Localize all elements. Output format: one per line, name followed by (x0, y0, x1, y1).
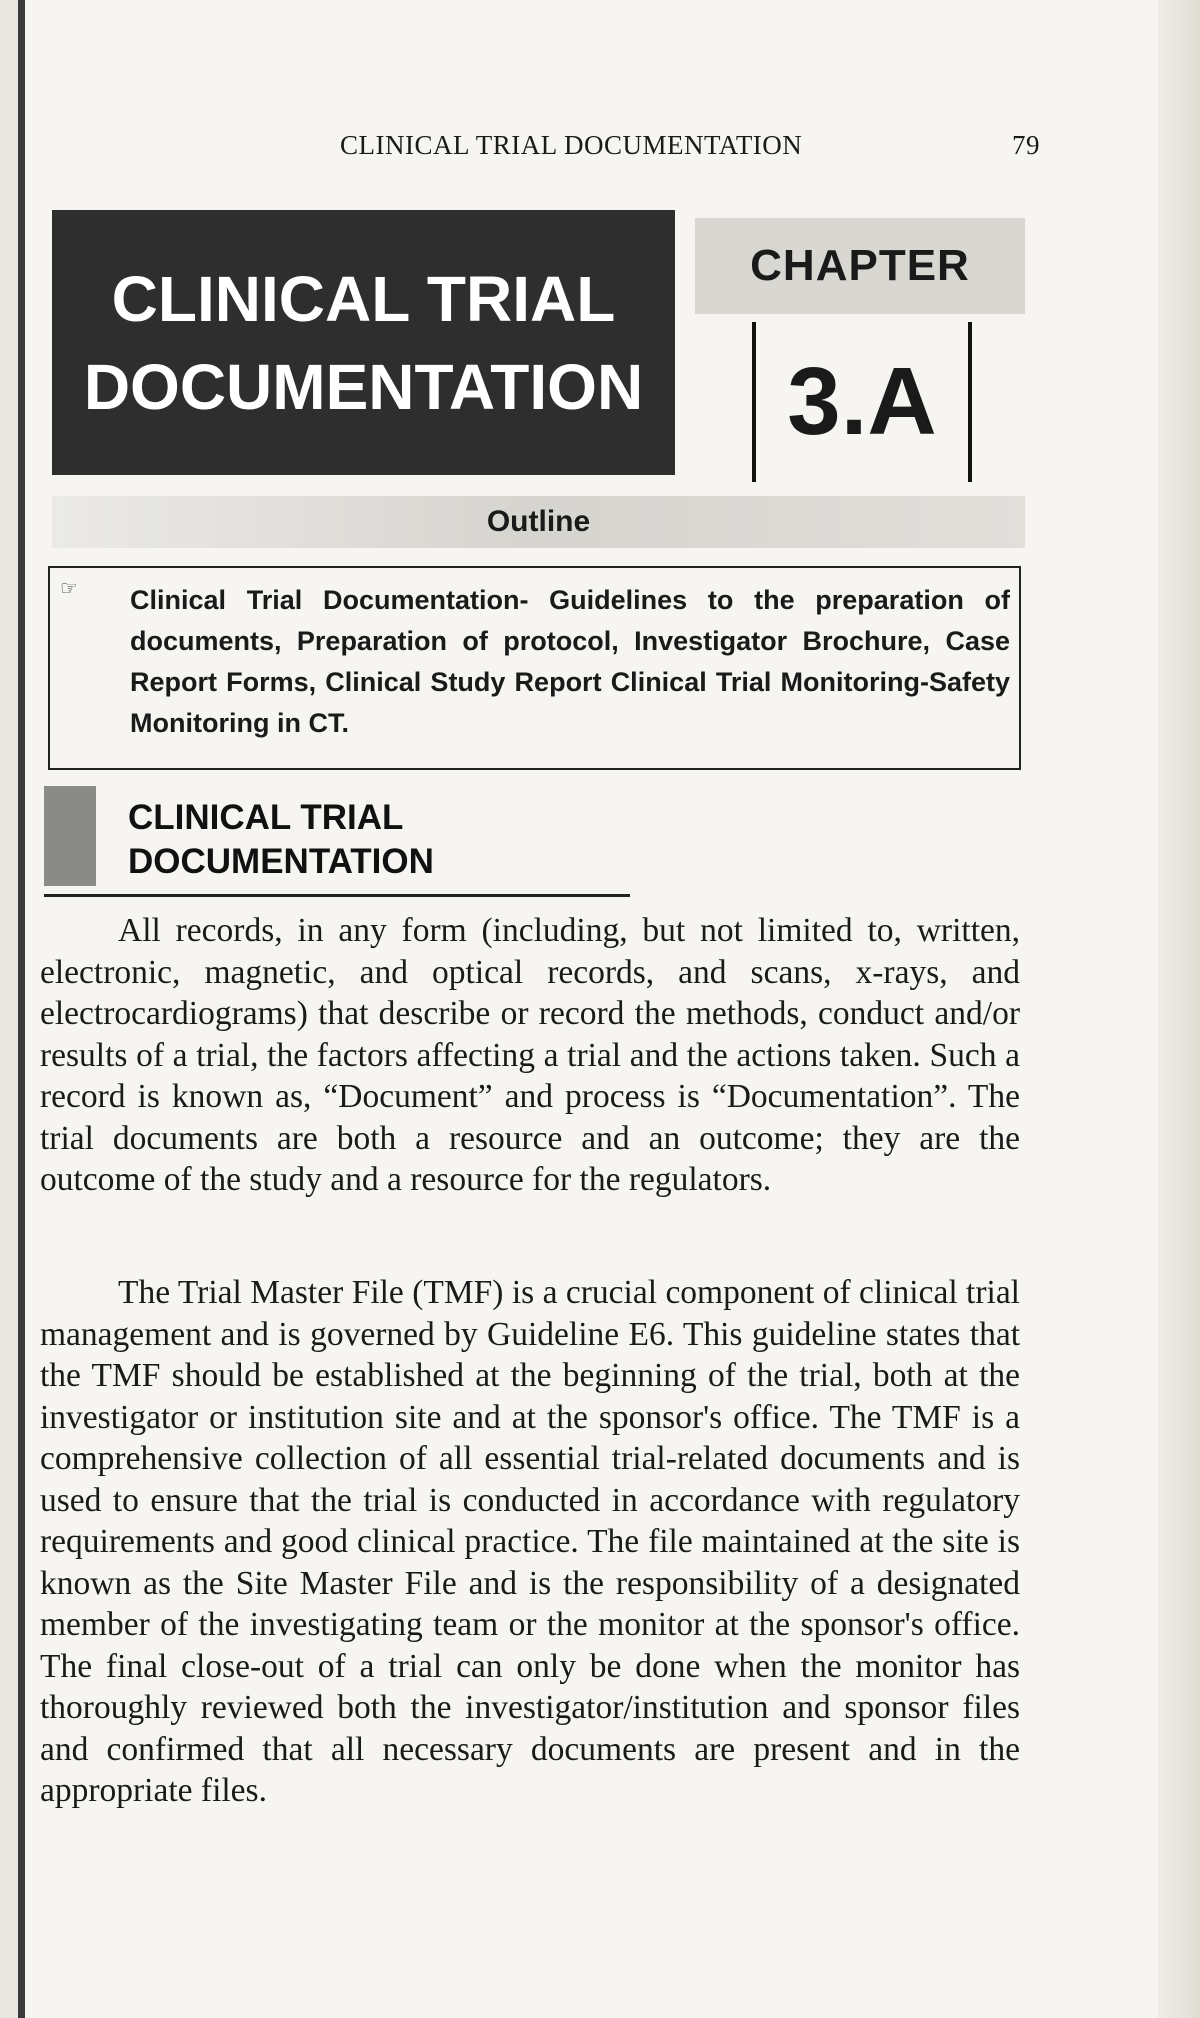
chapter-number: 3.A (752, 322, 972, 482)
body-paragraph-2: The Trial Master File (TMF) is a crucial component of clinical trial management and is governed by Guideline E6. This guideline states that the TMF should be established at the beginning of the trial, both at the investigator or institution site and at the sponsor's office. The TMF is a comprehensive collection of all essential trial-related documents and is used to ensure that the trial is conducted in accordance with regulatory requirements and good clinical practice. The file maintained at the site is known as the Site Master File and is the responsibility of a designated member of the investigating team or the monitor at the sponsor's office. The final close-out of a trial can only be done when the monitor has thoroughly reviewed both the investigator/institution and sponsor files and confirmed that all necessary documents are present and in the appropriate files. (40, 1274, 1020, 1809)
page-edge (1158, 0, 1200, 2018)
chapter-title-box (52, 210, 675, 475)
section-heading (128, 796, 434, 884)
chapter-label: CHAPTER (695, 218, 1025, 314)
pointing-hand-icon: ☞ (60, 576, 78, 600)
running-head (340, 130, 1040, 161)
chapter-title-line2: DOCUMENTATION (83, 350, 644, 423)
body-paragraph-1: All records, in any form (including, but not limited to, written, electronic, magnetic, and optical records, and scans, x-rays, and electrocardiograms) that describe or record the methods, conduct and/or results of a trial, the factors affecting a trial and the actions taken. Such a record is known as, “Document” and process is “Documentation”. The trial documents are both a resource and an outcome; they are the outcome of the study and a resource for the regulators. (40, 912, 1020, 1198)
page-number: 79 (1012, 130, 1040, 160)
outline-text: Clinical Trial Documentation- Guidelines to the preparation of documents, Preparation of protocol, Investigator Brochure, Case Report Forms, Clinical Study Report Clinical Trial Monitoring-Safety Monitoring in CT. (130, 585, 1010, 738)
section-marker (44, 786, 96, 886)
section-heading-line2: DOCUMENTATION (128, 842, 434, 881)
section-rule (44, 894, 630, 897)
outline-box (48, 566, 1021, 770)
running-head-title: CLINICAL TRIAL DOCUMENTATION (340, 130, 803, 160)
chapter-title-line1: CLINICAL TRIAL (111, 262, 616, 335)
outline-heading: Outline (52, 496, 1025, 548)
section-heading-line1: CLINICAL TRIAL (128, 798, 404, 837)
